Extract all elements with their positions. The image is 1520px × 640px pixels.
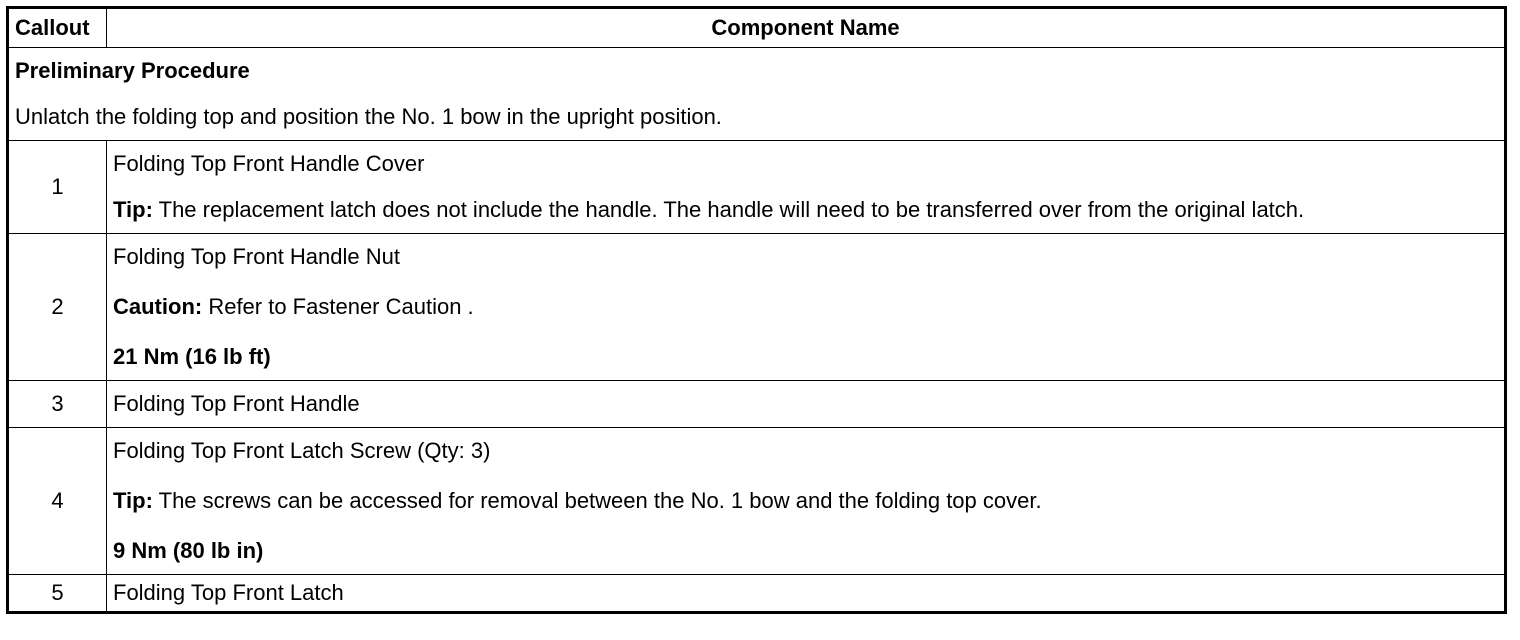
component-cell	[107, 234, 1506, 381]
component-cell	[107, 141, 1506, 234]
table-row	[8, 428, 1506, 575]
component-name: Folding Top Front Handle	[113, 391, 360, 416]
note-text: The replacement latch does not include the handle. The handle will need to be transferred over from the original latch.	[152, 197, 1305, 222]
component-note	[113, 474, 1498, 528]
component-name: Folding Top Front Handle Nut	[113, 244, 400, 269]
callout-number: 5	[8, 575, 107, 613]
preliminary-procedure-text: Unlatch the folding top and position the No. 1 bow in the upright position.	[15, 104, 722, 129]
note-text: The screws can be accessed for removal between the No. 1 bow and the folding top cover.	[152, 488, 1042, 513]
table-row	[8, 141, 1506, 234]
callout-column-header: Callout	[8, 8, 107, 48]
torque-spec: 21 Nm (16 lb ft)	[113, 344, 271, 369]
preliminary-procedure-cell	[8, 48, 1506, 141]
procedure-table	[6, 6, 1507, 614]
component-name: Folding Top Front Latch	[113, 580, 344, 605]
component-name-column-header: Component Name	[107, 8, 1506, 48]
component-name: Folding Top Front Latch Screw (Qty: 3)	[113, 438, 491, 463]
callout-number: 1	[8, 141, 107, 234]
note-label: Tip:	[113, 197, 153, 222]
note-label: Tip:	[113, 488, 153, 513]
callout-number: 3	[8, 381, 107, 428]
table-row	[8, 234, 1506, 381]
table-row	[8, 575, 1506, 613]
component-name: Folding Top Front Handle Cover	[113, 151, 425, 176]
component-cell	[107, 428, 1506, 575]
component-note	[113, 280, 1498, 334]
component-note	[113, 187, 1498, 233]
preliminary-procedure-row	[8, 48, 1506, 141]
note-text: Refer to Fastener Caution .	[202, 294, 474, 319]
preliminary-procedure-title: Preliminary Procedure	[15, 58, 250, 83]
table-row	[8, 381, 1506, 428]
torque-spec: 9 Nm (80 lb in)	[113, 538, 264, 563]
component-cell	[107, 575, 1506, 613]
callout-number: 2	[8, 234, 107, 381]
table-header-row	[8, 8, 1506, 48]
note-label: Caution:	[113, 294, 203, 319]
callout-number: 4	[8, 428, 107, 575]
component-cell	[107, 381, 1506, 428]
